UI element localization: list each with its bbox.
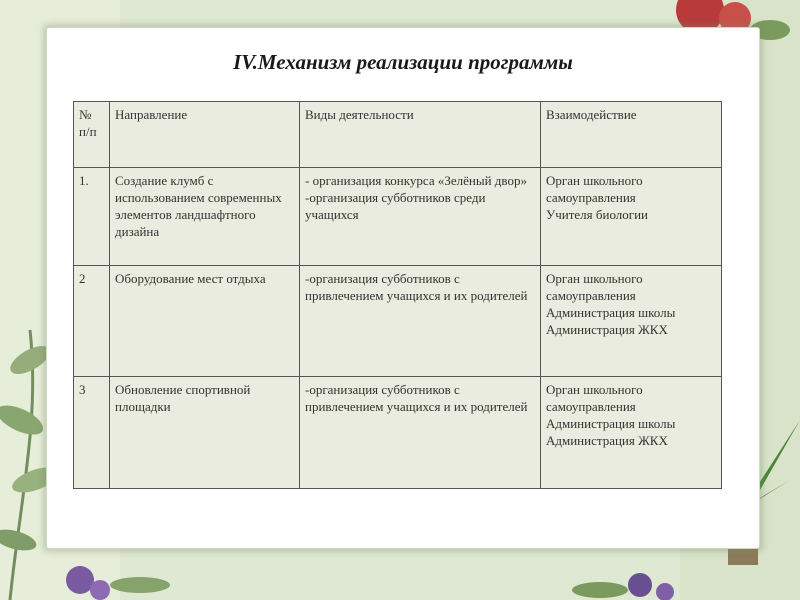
activity-line: -организация субботников с привлечением учащихся и их родителей [305,382,528,414]
header-interaction: Взаимодействие [541,102,722,168]
cell-interaction [541,168,722,266]
cell-activities [300,266,541,377]
header-activities: Виды деятельности [300,102,541,168]
interaction-line: Администрация школы [546,416,676,431]
cell-direction: Оборудование мест отдыха [110,266,300,377]
header-direction: Направление [110,102,300,168]
page-title: IV.Механизм реализации программы [233,50,573,74]
cell-activities [300,168,541,266]
slide-card [46,27,760,549]
interaction-line: Орган школьного самоуправления [546,173,643,205]
cell-interaction [541,377,722,489]
interaction-line: Учителя биологии [546,207,649,222]
program-table [73,101,722,489]
activity-line: - организация конкурса «Зелёный двор» [305,173,527,188]
cell-num: 2 [74,266,110,377]
cell-direction: Создание клумб с использованием современных элементов ландшафтного дизайна [110,168,300,266]
interaction-line: Администрация школы [546,305,676,320]
table-header-row [74,102,722,168]
table-row [74,266,722,377]
table-row [74,168,722,266]
activity-line: -организация субботников среди учащихся [305,190,486,222]
cell-num: 3 [74,377,110,489]
interaction-line: Администрация ЖКХ [546,322,668,337]
interaction-line: Администрация ЖКХ [546,433,668,448]
cell-interaction [541,266,722,377]
table-row [74,377,722,489]
cell-num: 1. [74,168,110,266]
interaction-line: Орган школьного самоуправления [546,271,643,303]
activity-line: -организация субботников с привлечением учащихся и их родителей [305,271,528,303]
interaction-line: Орган школьного самоуправления [546,382,643,414]
cell-activities [300,377,541,489]
cell-direction: Обновление спортивной площадки [110,377,300,489]
header-num: № п/п [74,102,110,168]
